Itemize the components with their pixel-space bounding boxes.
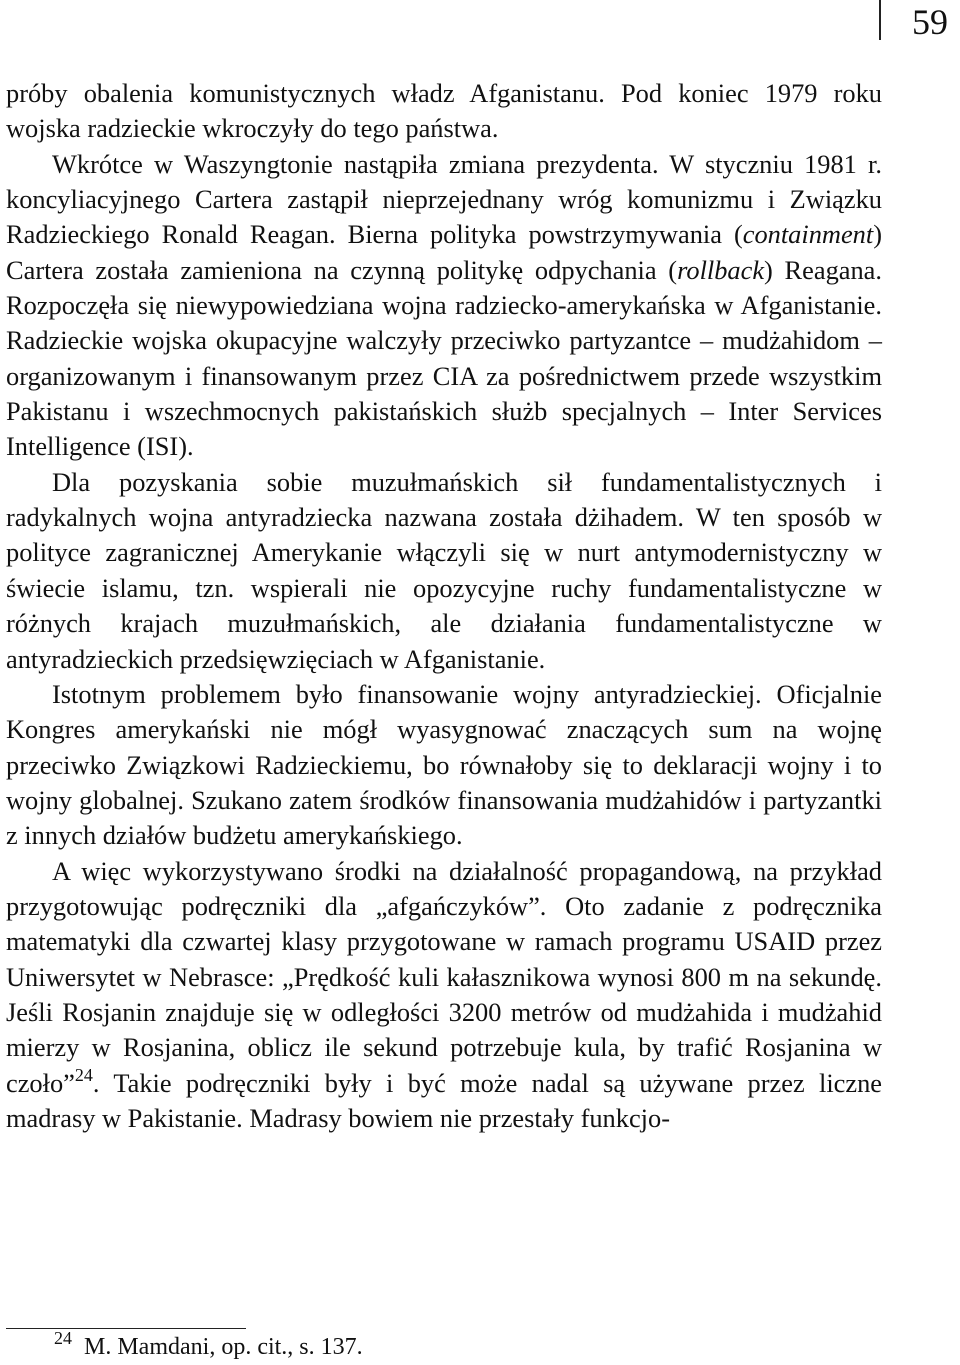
footnote [54,1330,874,1365]
paragraph-5-text: A więc wykorzystywano środki na działalność propagandową, na przykład przygotowując podręczniki dla „afgańczyków”. Oto zadanie z podręcznika matematyki dla czwartej klasy przygotowane w ramach programu USAID przez Uniwersytet w Nebrasce: „Prędkość kuli kałasznikowa wynosi 800 m na sekundę. Jeśli Rosjanin znajduje się w odległości 3200 metrów od mudżahida i mudżahid mierzy w Rosjanina, oblicz ile sekund potrzebuje kula, by trafić Rosjanina w czoło” [6,855,882,1098]
paragraph-5 [6,854,882,1137]
footnote-text: M. Mamdani, op. cit., s. 137. [84,1334,363,1360]
paragraph-1: próby obalenia komunistycznych władz Afganistanu. Pod koniec 1979 roku wojska radzieckie wkroczyły do tego państwa. [6,78,882,144]
footnote-reference: 24 [74,1064,93,1085]
paragraph-2: Wkrótce w Waszyngtonie nastąpiła zmiana prezydenta. W styczniu 1981 r. koncyliacyjnego Cartera zastąpił nieprzejednany wróg komunizmu i Związku Radzieckiego Ronald Reagan. Bierna polityka powstrzymywania (containment) Cartera została zamieniona na czynną politykę odpychania (rollback) Reagana. Rozpoczęła się niewypowiedziana wojna radziecko-amerykańska w Afganistanie. Radzieckie wojska okupacyjne walczyły przeciwko partyzantce – mudżahidom – organizowanym i finansowanym przez CIA za pośrednictwem przede wszystkim Pakistanu i wszechmocnych pakistańskich służb specjalnych – Inter Services Intelligence (ISI). [6,148,882,462]
header-rule [879,0,881,40]
italic-term: containment [742,219,874,250]
italic-term: rollback [677,254,765,285]
page-number: 59 [912,2,948,42]
body-text [6,76,882,1136]
footnote-rule [6,1328,246,1329]
footnote-number: 24 [54,1328,72,1348]
paragraph-3: Dla pozyskania sobie muzułmańskich sił fundamentalistycznych i radykalnych wojna antyradziecka nazwana została dżihadem. W ten sposób w polityce zagranicznej Amerykanie włączyli się w nurt antymodernistyczny w świecie islamu, tzn. wspierali nie opozycyjne ruchy fundamentalistyczne w różnych krajach muzułmańskich, ale działania fundamentalistyczne w antyradzieckich przedsięwzięciach w Afganistanie. [6,466,882,674]
paragraph-5-continuation: . Takie podręczniki były i być może nadal są używane przez liczne madrasy w Pakistanie. Madrasy bowiem nie przestały funkcjo- [6,1067,882,1133]
paragraph-4: Istotnym problemem było finansowanie wojny antyradzieckiej. Oficjalnie Kongres amerykański nie mógł wyasygnować znaczących sum na wojnę przeciwko Związkowi Radzieckiemu, bo równałoby się to deklaracji wojny i to wojny globalnej. Szukano zatem środków finansowania mudżahidów i partyzantki z innych działów budżetu amerykańskiego. [6,678,882,851]
